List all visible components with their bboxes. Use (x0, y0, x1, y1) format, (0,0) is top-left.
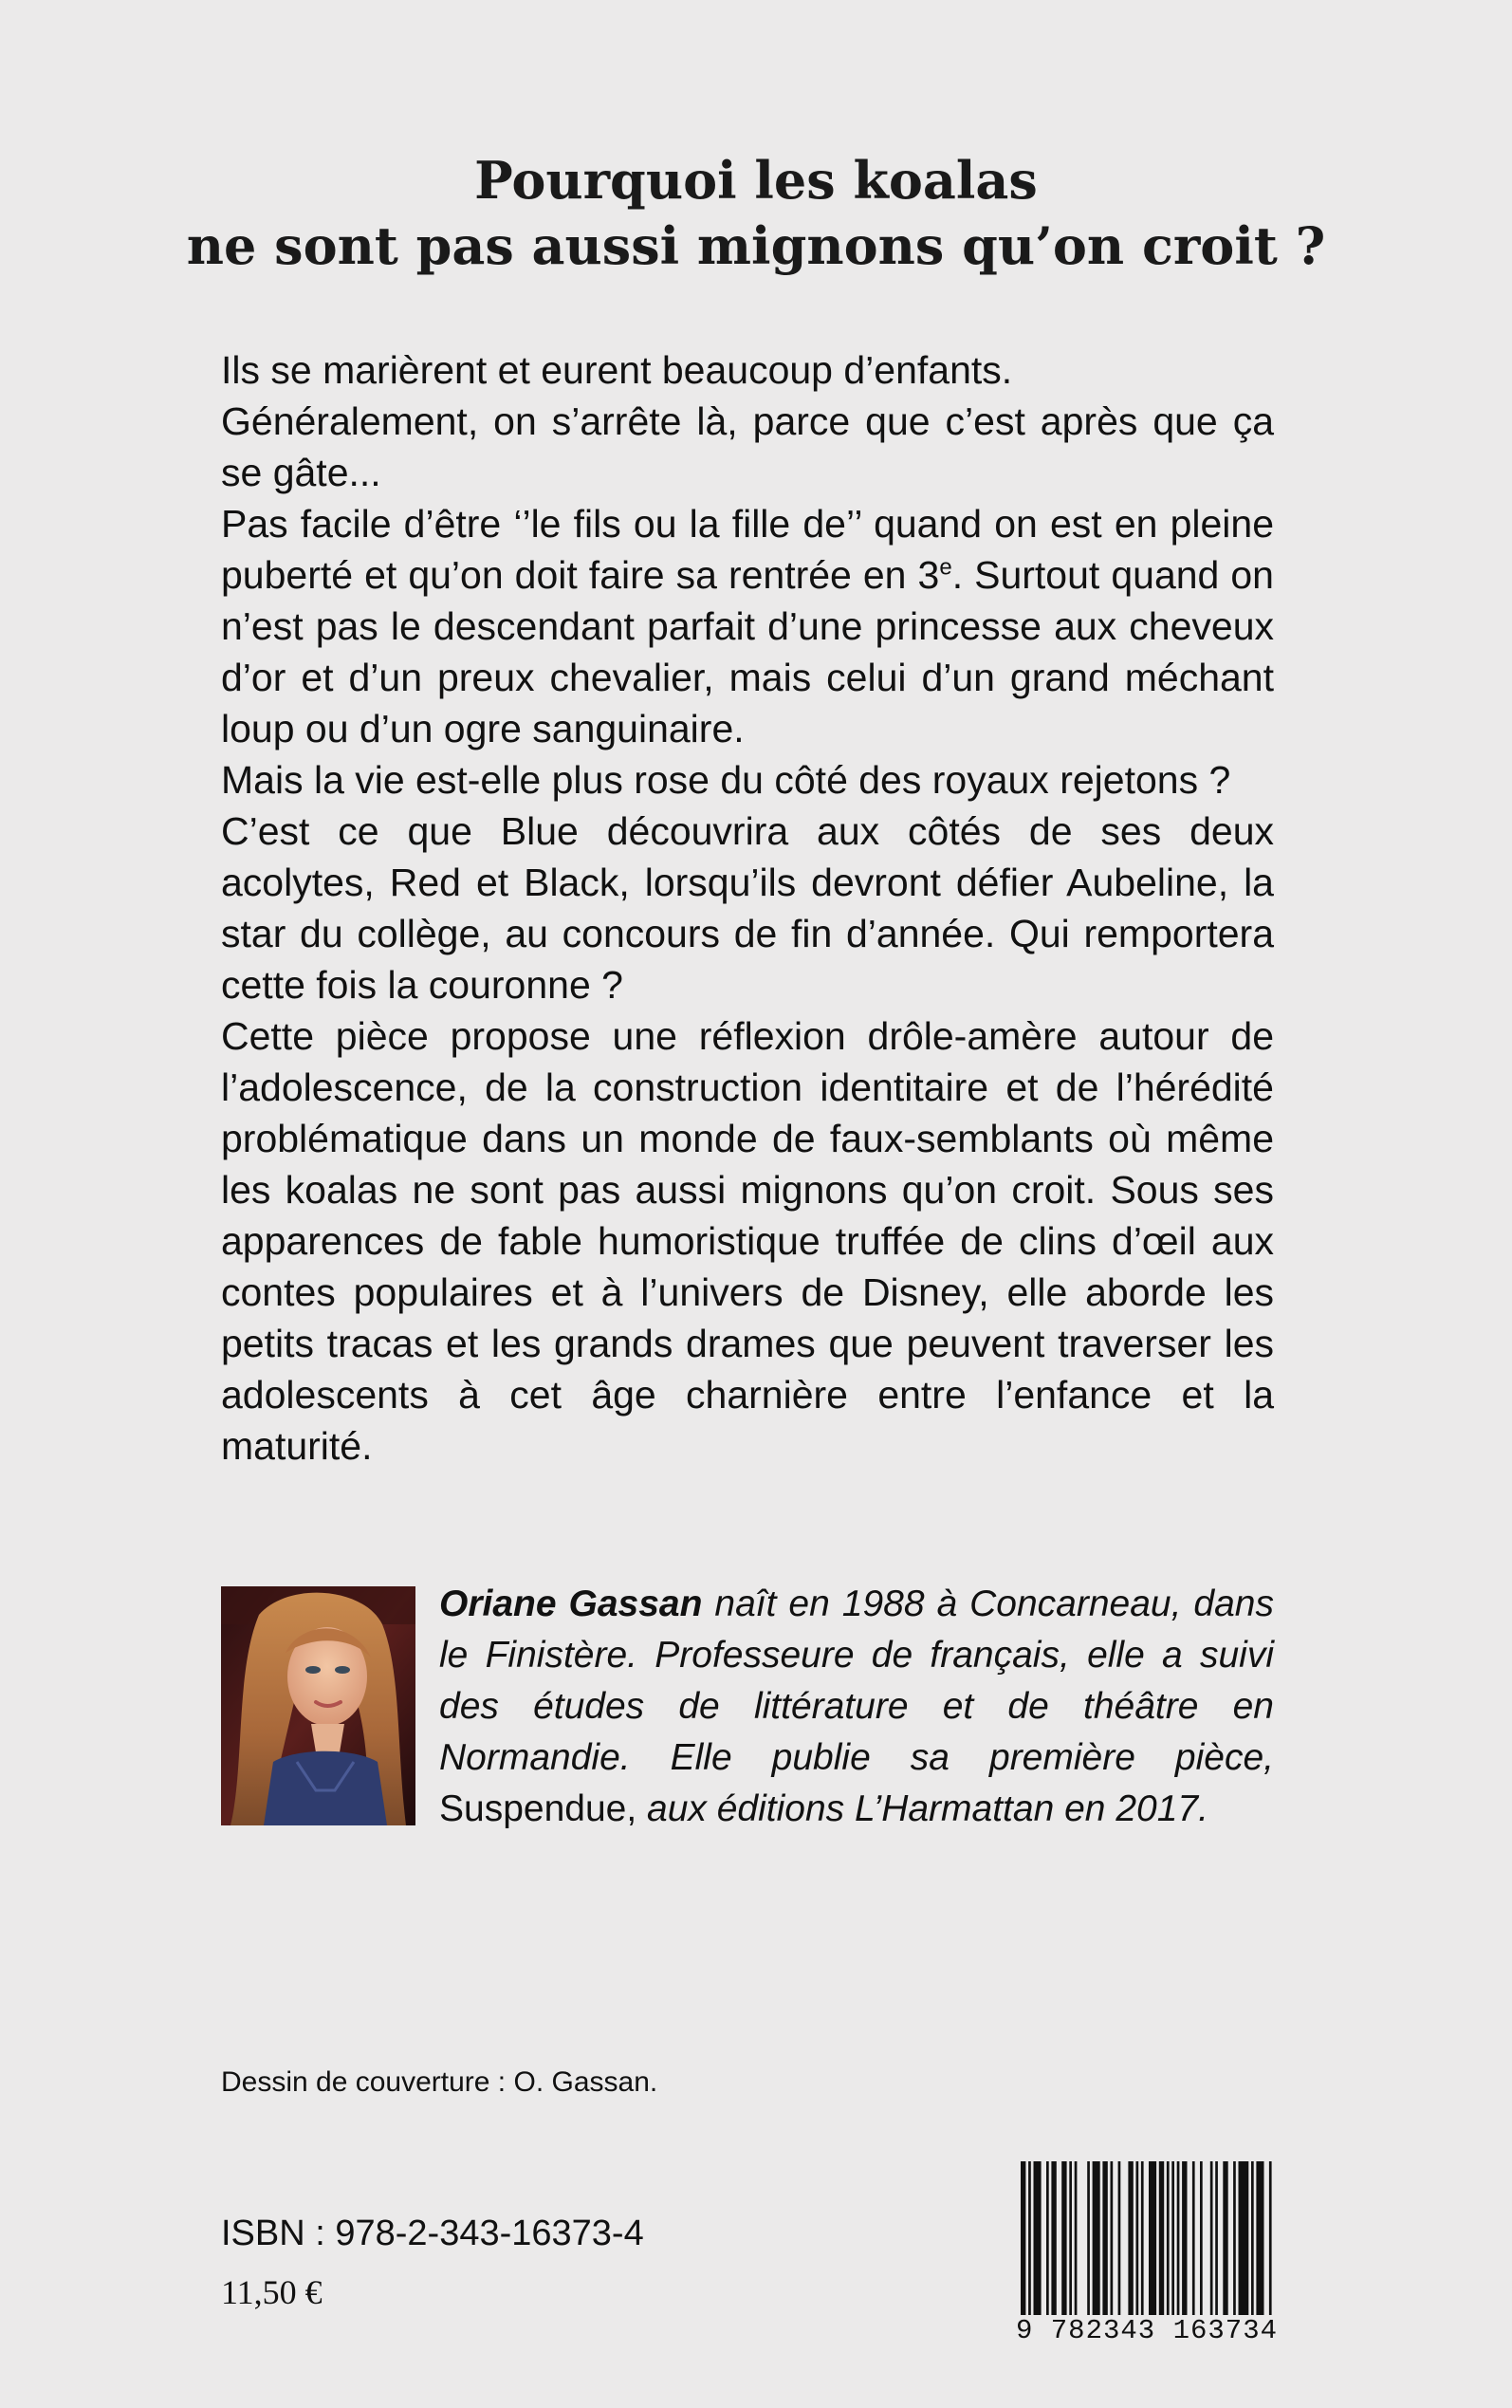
barcode-bar (1069, 2161, 1072, 2315)
barcode-bar (1200, 2161, 1203, 2315)
book-title-line-2: ne sont pas aussi mignons qu’on croit ? (186, 215, 1326, 276)
blurb-paragraph-3-text-b: . Surtout quand on n’est pas le descendant parfait d’une princesse aux cheveux d’or et d’un preux chevalier, mais celui d’un grand méchant loup ou d’un ogre sanguinaire. (221, 553, 1274, 750)
author-portrait-photo (221, 1586, 415, 1825)
barcode-bar (1251, 2161, 1254, 2315)
barcode-bar (1111, 2161, 1114, 2315)
grade-superscript: e (939, 554, 952, 581)
isbn-number: ISBN : 978-2-343-16373-4 (221, 2214, 644, 2253)
barcode-bar (1061, 2161, 1066, 2315)
blurb-paragraph-6: Cette pièce propose une réflexion drôle-amère autour de l’adolescence, de la construction identitaire et de l’hérédité problématique dans un monde de faux-semblants où même les koalas ne sont pas aussi mignons qu’on croit. Sous ses apparences de fable humoristique truffée de clins d’œil aux contes populaires et à l’univers de Disney, elle aborde les petits tracas et les grands drames que peuvent traverser les adolescents à cet âge charnière entre l’enfance et la maturité. (221, 1014, 1274, 1468)
barcode-bar (1239, 2161, 1249, 2315)
author-bio (439, 1579, 1274, 1835)
barcode-bar (1028, 2161, 1031, 2315)
previous-work-title: Suspendue, (439, 1788, 637, 1829)
barcode-bar (1046, 2161, 1049, 2315)
price-label: 11,50 € (221, 2273, 323, 2311)
book-title-line-1: Pourquoi les koalas (474, 150, 1038, 211)
barcode-bar (1233, 2161, 1236, 2315)
barcode-bar (1118, 2161, 1121, 2315)
barcode-bar (1128, 2161, 1133, 2315)
blurb-paragraph-3 (221, 498, 1274, 754)
blurb-paragraph-1: Ils se marièrent et eurent beaucoup d’enfants. (221, 348, 1013, 392)
barcode-bar (1215, 2161, 1218, 2315)
barcode-bar (1182, 2161, 1187, 2315)
barcode-bar (1192, 2161, 1195, 2315)
author-bio-text-b: aux éditions L’Harmattan en 2017. (636, 1788, 1208, 1829)
barcode-bar (1210, 2161, 1213, 2315)
ean13-barcode (1017, 2161, 1276, 2315)
barcode-bar (1256, 2161, 1263, 2315)
barcode-bar (1171, 2161, 1174, 2315)
barcode-bar (1051, 2161, 1056, 2315)
barcode-bar (1149, 2161, 1156, 2315)
barcode-bar (1269, 2161, 1272, 2315)
barcode-bar (1034, 2161, 1042, 2315)
barcode-bar (1093, 2161, 1100, 2315)
barcode-bar (1136, 2161, 1139, 2315)
barcode-bar (1141, 2161, 1144, 2315)
barcode-digits: 9 782343 163734 (1015, 2315, 1279, 2346)
barcode-bar (1159, 2161, 1164, 2315)
blurb-paragraph-2: Généralement, on s’arrête là, parce que c’est après que ça se gâte... (221, 399, 1274, 494)
cover-credit: Dessin de couverture : O. Gassan. (221, 2066, 658, 2098)
barcode-bar (1075, 2161, 1078, 2315)
author-bio-text-a: naît en 1988 à Concarneau, dans le Finistère. Professeure de français, elle a suivi des études de littérature et de théâtre en Normandie. Elle publie sa première pièce, (439, 1584, 1274, 1778)
author-name: Oriane Gassan (439, 1584, 703, 1624)
blurb-paragraph-3-text-a: Pas facile d’être ‘’le fils ou la fille de’’ quand on est en pleine puberté et qu’on doit faire sa rentrée en 3 (221, 502, 1274, 597)
back-cover-blurb (221, 344, 1274, 1472)
barcode-bar (1102, 2161, 1107, 2315)
barcode-bar (1177, 2161, 1180, 2315)
blurb-paragraph-5: C’est ce que Blue découvrira aux côtés de ses deux acolytes, Red et Black, lorsqu’ils devront défier Aubeline, la star du collège, au concours de fin d’année. Qui remportera cette fois la couronne ? (221, 809, 1274, 1007)
blurb-paragraph-4: Mais la vie est-elle plus rose du côté des royaux rejetons ? (221, 758, 1231, 802)
barcode-bar (1087, 2161, 1090, 2315)
barcode-bar (1021, 2161, 1025, 2315)
barcode-bar (1167, 2161, 1170, 2315)
book-title (0, 148, 1512, 279)
barcode-bar (1223, 2161, 1227, 2315)
